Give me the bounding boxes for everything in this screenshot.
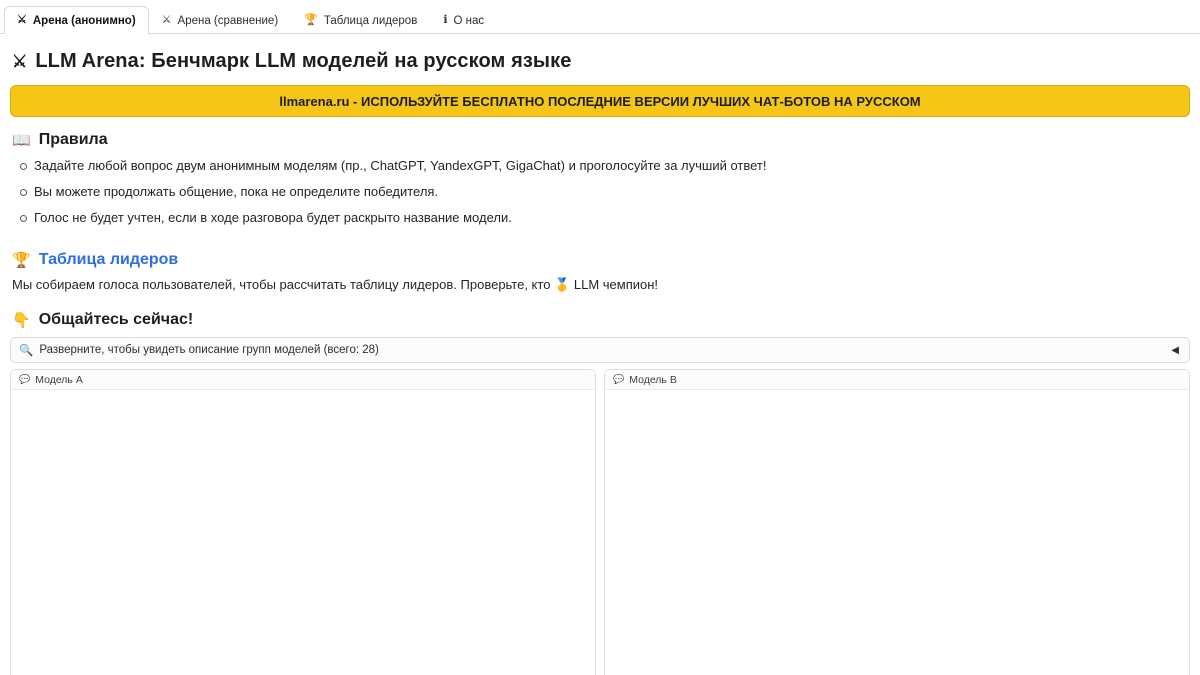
model-a-label: Модель A: [35, 373, 83, 386]
tab-label: О нас: [453, 14, 485, 27]
list-item: Голос не будет учтен, если в ходе разговора будет раскрыто название модели.: [18, 209, 1192, 235]
leaderboard-heading-text: Таблица лидеров: [38, 251, 179, 268]
chevron-left-icon[interactable]: ◀: [1171, 344, 1179, 356]
chat-bubble-icon: 💬: [19, 374, 31, 384]
rules-heading-text: Правила: [38, 131, 108, 148]
model-b-chat-area[interactable]: [605, 390, 1189, 675]
model-b-header: [605, 370, 1189, 390]
info-icon: ℹ: [443, 14, 448, 26]
crossed-swords-icon: ⚔: [17, 14, 27, 26]
list-item: Вы можете продолжать общение, пока не определите победителя.: [18, 183, 1192, 209]
list-item: Задайте любой вопрос двум анонимным моделям (пр., ChatGPT, YandexGPT, GigaChat) и проголосуйте за лучший ответ!: [18, 157, 1192, 183]
tab-arena-comparison[interactable]: [149, 6, 292, 34]
model-b-pane: [604, 369, 1190, 675]
page-content: [0, 34, 1200, 675]
trophy-icon: 🏆: [304, 14, 318, 26]
model-b-label: Модель B: [629, 373, 677, 386]
page-title: [12, 50, 1192, 73]
chat-panes: [8, 369, 1192, 675]
chat-now-heading-text: Общайтесь сейчас!: [38, 311, 194, 328]
accordion-label: Разверните, чтобы увидеть описание групп моделей (всего: 28): [39, 344, 379, 356]
chat-bubble-icon: 💬: [613, 374, 625, 384]
model-a-pane: [10, 369, 596, 675]
rules-heading: [12, 131, 1192, 149]
pointing-down-icon: 👇: [12, 312, 31, 329]
tab-bar: [0, 0, 1200, 34]
tab-about[interactable]: [430, 6, 497, 34]
rules-list: [8, 157, 1192, 235]
trophy-icon: 🏆: [12, 252, 31, 269]
tab-label: Арена (анонимно): [32, 14, 136, 27]
tab-label: Арена (сравнение): [177, 14, 279, 27]
gold-medal-icon: 🥇: [554, 277, 571, 292]
promo-banner-text: llmarena.ru - ИСПОЛЬЗУЙТЕ БЕСПЛАТНО ПОСЛЕДНИЕ ВЕРСИИ ЛУЧШИХ ЧАТ-БОТОВ НА РУССКОМ: [279, 93, 921, 109]
magnifier-icon: 🔍: [19, 345, 34, 357]
promo-banner: [10, 85, 1190, 117]
model-a-chat-area[interactable]: [11, 390, 595, 675]
model-groups-accordion[interactable]: [10, 337, 1190, 363]
model-a-header: [11, 370, 595, 390]
chat-now-heading: [12, 311, 1192, 329]
leaderboard-description-after: LLM чемпион!: [573, 277, 659, 292]
crossed-swords-icon: ⚔: [161, 14, 172, 26]
leaderboard-description: [12, 277, 1192, 293]
tab-label: Таблица лидеров: [323, 14, 418, 27]
book-icon: 📖: [12, 132, 31, 149]
tab-leaderboard[interactable]: [291, 6, 430, 34]
tab-arena-anonymous[interactable]: [4, 6, 149, 34]
crossed-swords-icon: ⚔: [12, 51, 28, 71]
page-title-text: LLM Arena: Бенчмарк LLM моделей на русском языке: [35, 50, 572, 72]
accordion-label-group: [19, 343, 379, 357]
leaderboard-heading[interactable]: [12, 251, 1192, 269]
leaderboard-description-before: Мы собираем голоса пользователей, чтобы рассчитать таблицу лидеров. Проверьте, кто: [12, 277, 551, 292]
